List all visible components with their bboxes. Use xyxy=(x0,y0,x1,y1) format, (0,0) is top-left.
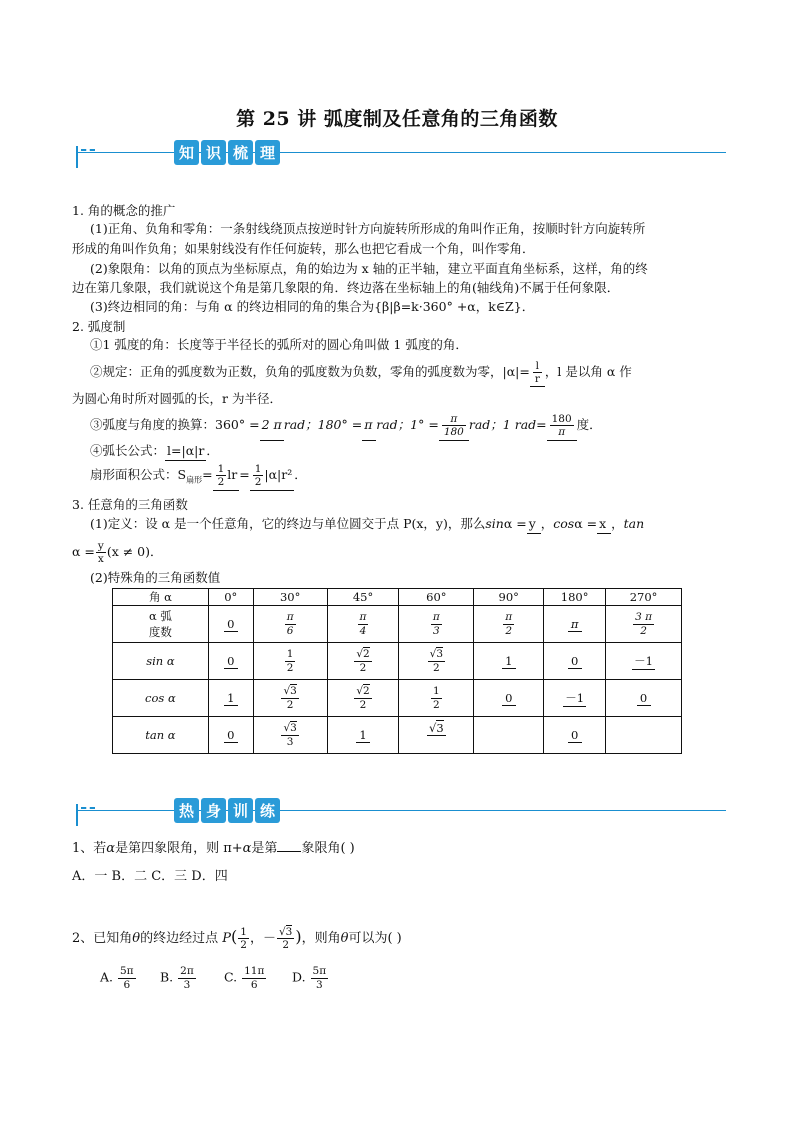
table-cell: 90° xyxy=(474,589,544,606)
paragraph: 形成的角叫作负角；如果射线没有作任何旋转，那么也把它看成一个角，叫作零角． xyxy=(72,241,535,256)
option-c: C. $\frac{11\pi}{6}$ xyxy=(224,965,265,991)
table-cell: $\frac{√3}{2}$ xyxy=(399,643,474,680)
paragraph: (1)定义：设 α 是一个任意角，它的终边与单位圆交于点 P(x，y)，那么sinα = y ，cosα = x ，tan xyxy=(90,515,644,534)
banner-divider xyxy=(76,146,78,168)
paragraph: (3)终边相同的角：与角 α 的终边相同的角的集合为{β|β=k·360° +α，k∈Z}． xyxy=(90,299,535,314)
table-cell xyxy=(606,717,682,754)
section-heading: 2. 弧度制 xyxy=(72,319,126,334)
text: ，l 是以角 α 作 xyxy=(544,364,632,379)
table-cell: 0° xyxy=(208,589,253,606)
table-row xyxy=(113,589,682,606)
table-cell: $\frac{√3}{2}$ xyxy=(253,680,327,717)
banner-chip: 识 xyxy=(201,140,226,165)
option-b: B. $\frac{2\pi}{3}$ xyxy=(160,965,194,991)
option-d: D. $\frac{5\pi}{3}$ xyxy=(292,965,327,991)
table-cell: cos α xyxy=(113,680,209,717)
fraction: $\frac{\pi}{180}$ xyxy=(443,412,464,438)
table-cell: $\frac{1}{2}$ xyxy=(253,643,327,680)
banner-divider xyxy=(76,804,78,826)
table-cell: 1 xyxy=(327,717,399,754)
table-cell: sin α xyxy=(113,643,209,680)
banner-chip: 知 xyxy=(174,140,199,165)
table-cell: √3 xyxy=(399,717,474,754)
table-cell: 0 xyxy=(606,680,682,717)
banner-chip: 训 xyxy=(228,798,253,823)
section-heading: 1. 角的概念的推广 xyxy=(72,203,176,218)
fraction: $\frac{l}{r}$ xyxy=(534,359,540,385)
table-cell: 0 xyxy=(208,643,253,680)
paragraph: (1)正角、负角和零角：一条射线绕顶点按逆时针方向旋转所形成的角叫作正角，按顺时针方向旋转所 xyxy=(90,221,646,236)
paragraph: ④弧长公式： l=|α|r ． xyxy=(90,442,219,461)
table-cell: $\frac{3 \pi}{2}$ xyxy=(606,606,682,643)
table-cell: 1 xyxy=(474,643,544,680)
table-cell: 30° xyxy=(253,589,327,606)
table-cell: $\frac{\pi}{6}$ xyxy=(253,606,327,643)
table-cell: 0 xyxy=(208,606,253,643)
table-cell: $\frac{1}{2}$ xyxy=(399,680,474,717)
table-cell: π xyxy=(544,606,606,643)
table-cell: $\frac{√2}{2}$ xyxy=(327,680,399,717)
table-row xyxy=(113,717,682,754)
table-cell: 0 xyxy=(208,717,253,754)
table-cell xyxy=(474,717,544,754)
special-angles-table xyxy=(112,588,682,754)
table-cell: 0 xyxy=(544,643,606,680)
table-cell: 270° xyxy=(606,589,682,606)
banner-chip: 梳 xyxy=(228,140,253,165)
table-cell: －1 xyxy=(606,643,682,680)
table-row xyxy=(113,680,682,717)
table-cell: 0 xyxy=(474,680,544,717)
banner-chip: 练 xyxy=(255,798,280,823)
section-banner-knowledge xyxy=(76,138,726,168)
table-cell: 1 xyxy=(208,680,253,717)
table-cell: 180° xyxy=(544,589,606,606)
question-2-stem: 2、已知角θ的终边经过点 P( $\frac{1}{2}$ ，－ $\frac{√3}{2}$ )，则角θ可以为( ) xyxy=(72,925,402,951)
paragraph xyxy=(90,358,632,387)
paragraph: ①1 弧度的角：长度等于半径长的弧所对的圆心角叫做 1 弧度的角． xyxy=(90,337,468,352)
banner-chip: 理 xyxy=(255,140,280,165)
table-cell: 角 α xyxy=(113,589,209,606)
section-banner-warmup xyxy=(76,796,726,826)
question-1-options: A．一 B．二 C．三 D．四 xyxy=(72,869,228,884)
table-row xyxy=(113,606,682,643)
table-cell: $\frac{\pi}{4}$ xyxy=(327,606,399,643)
paragraph: α = $\frac{y}{x}$ (x ≠ 0)． xyxy=(72,539,163,565)
table-cell: α 弧 度数 xyxy=(113,606,209,643)
text: ②规定：正角的弧度数为正数，负角的弧度数为负数，零角的弧度数为零，|α|= xyxy=(90,364,530,379)
table-cell: $\frac{\pi}{2}$ xyxy=(474,606,544,643)
paragraph: (2)象限角：以角的顶点为坐标原点，角的始边为 x 轴的正半轴，建立平面直角坐标系，这样，角的终 xyxy=(90,261,648,276)
table-cell: 0 xyxy=(544,717,606,754)
fraction: $\frac{y}{x}$ xyxy=(97,539,104,565)
paragraph: 为圆心角时所对圆弧的长，r 为半径． xyxy=(72,391,282,406)
banner-chip: 身 xyxy=(201,798,226,823)
table-cell: 60° xyxy=(399,589,474,606)
table-cell: 45° xyxy=(327,589,399,606)
paragraph: 边在第几象限，我们就说这个角是第几象限的角．终边落在坐标轴上的角(轴线角)不属于任何象限． xyxy=(72,280,620,295)
question-1-stem: 1、若α是第四象限角，则 π+α是第 象限角( ) xyxy=(72,841,355,856)
table-row xyxy=(113,643,682,680)
table-cell: $\frac{√2}{2}$ xyxy=(327,643,399,680)
paragraph: ③弧度与角度的换算：360° = 2 π rad；180° = π rad；1° = $\frac{\pi}{180}$ rad；1 rad= $\frac{180}{\pi}$ 度． xyxy=(90,410,602,441)
option-a: A. $\frac{5\pi}{6}$ xyxy=(100,965,134,991)
fraction: $\frac{180}{\pi}$ xyxy=(551,412,572,438)
fraction: $\frac{1}{2}$ xyxy=(217,462,225,488)
paragraph: 扇形面积公式：$S_{扇形}=$ $\frac{1}{2}$ lr = $\frac{1}{2}$ |α|r² ． xyxy=(90,460,307,496)
table-cell: －1 xyxy=(544,680,606,717)
page-title: 第 25 讲 弧度制及任意角的三角函数 xyxy=(236,108,558,130)
section-heading: 3. 任意角的三角函数 xyxy=(72,497,188,512)
banner-chip: 热 xyxy=(174,798,199,823)
table-cell: $\frac{√3}{3}$ xyxy=(253,717,327,754)
fraction: $\frac{1}{2}$ xyxy=(254,462,262,488)
table-cell: $\frac{\pi}{3}$ xyxy=(399,606,474,643)
table-cell: tan α xyxy=(113,717,209,754)
paragraph: (2)特殊角的三角函数值 xyxy=(90,570,221,585)
